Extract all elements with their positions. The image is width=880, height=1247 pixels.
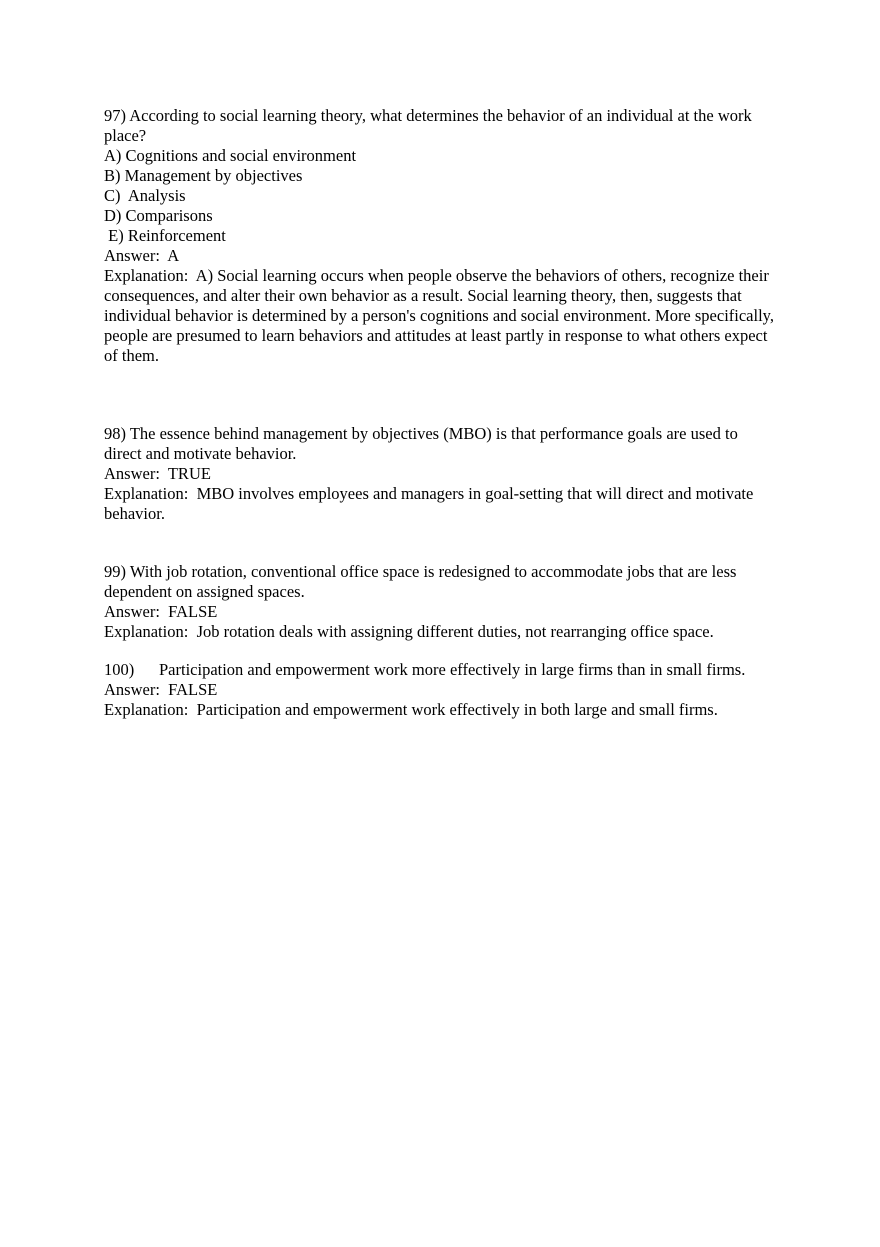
answer-line: Answer: FALSE [104, 602, 218, 621]
question-block-97 [104, 106, 779, 366]
explanation-text: Explanation: A) Social learning occurs when people observe the behaviors of others, recognize their consequences, and alter their own behavior as a result. Social learning theory, then, suggests that individual behavior is determined by a person's cognitions and social environment. More specifically, people are presumed to learn behaviors and attitudes at least partly in response to what others expect of them. [104, 266, 779, 365]
question-text-with-answer: 100) Participation and empowerment work more effectively in large firms than in small firms. Answer: FALSE [104, 660, 749, 699]
option-e: E) Reinforcement [104, 226, 226, 245]
question-block-98 [104, 424, 776, 524]
option-b: B) Management by objectives [104, 166, 303, 185]
answer-line: Answer: A [104, 246, 180, 265]
explanation-text: Explanation: MBO involves employees and managers in goal-setting that will direct and motivate behavior. [104, 484, 758, 523]
question-block-100 [104, 660, 776, 720]
option-d: D) Comparisons [104, 206, 213, 225]
question-text: 99) With job rotation, conventional office space is redesigned to accommodate jobs that are less dependent on assigned spaces. [104, 562, 741, 601]
question-text: 97) According to social learning theory, what determines the behavior of an individual at the work place? [104, 106, 756, 145]
answer-line: Answer: TRUE [104, 464, 211, 483]
option-a: A) Cognitions and social environment [104, 146, 357, 165]
question-block-99 [104, 562, 776, 642]
explanation-text: Explanation: Participation and empowerment work effectively in both large and small firms. [104, 700, 718, 719]
explanation-text: Explanation: Job rotation deals with assigning different duties, not rearranging office space. [104, 622, 714, 641]
question-text: 98) The essence behind management by objectives (MBO) is that performance goals are used to direct and motivate behavior. [104, 424, 742, 463]
option-c: C) Analysis [104, 186, 186, 205]
